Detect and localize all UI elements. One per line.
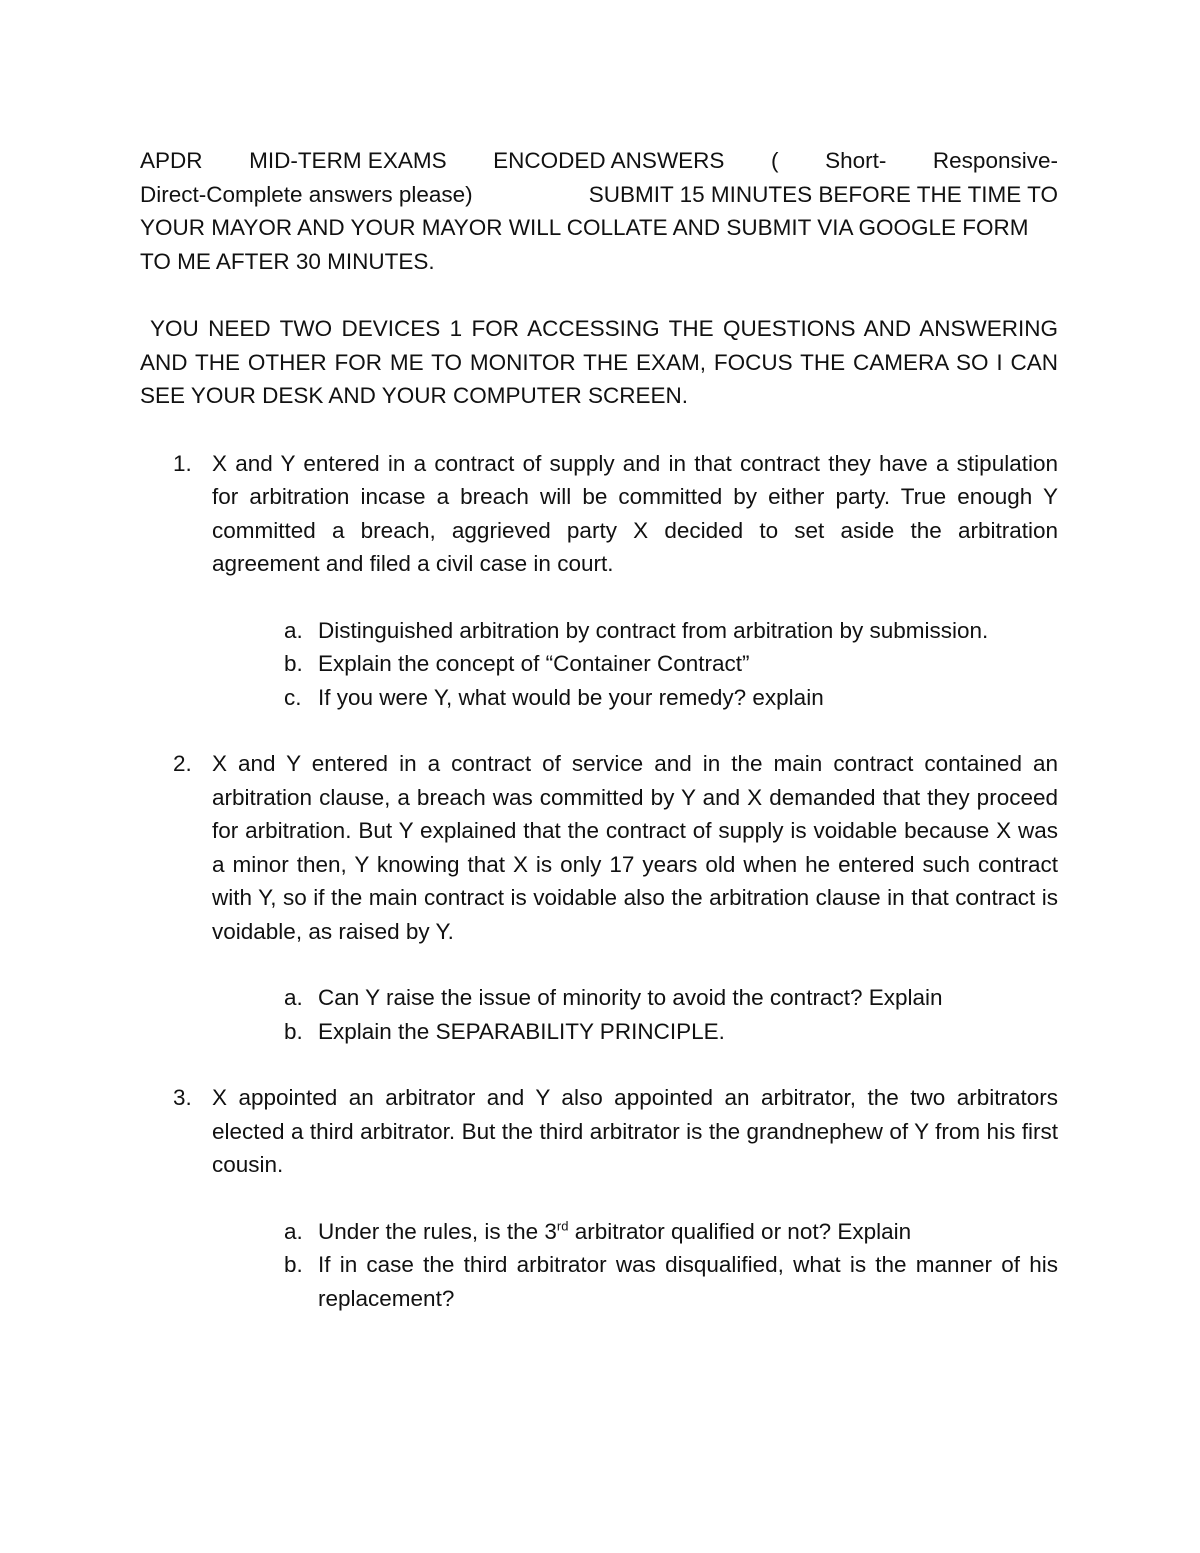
spacer	[140, 714, 1058, 747]
answer-style-note: Direct-Complete answers please)	[140, 181, 473, 207]
header-line-1	[140, 144, 1058, 178]
sub-question	[212, 1248, 1058, 1315]
sub-question-text	[318, 1215, 1058, 1249]
encoded-answers-label: ENCODED ANSWERS	[493, 148, 725, 173]
sub-question-text: If you were Y, what would be your remedy? explain	[318, 684, 824, 710]
document-page	[140, 144, 1058, 1315]
sub-question-text: If in case the third arbitrator was disqualified, what is the manner of his replacement?	[318, 1252, 1058, 1311]
question-1	[140, 447, 1058, 715]
question-2	[140, 747, 1058, 1048]
header-line-4: TO ME AFTER 30 MINUTES.	[140, 248, 435, 274]
sub-question-text: Explain the SEPARABILITY PRINCIPLE.	[318, 1018, 725, 1044]
header-line-3: YOUR MAYOR AND YOUR MAYOR WILL COLLATE AND SUBMIT VIA GOOGLE FORM	[140, 215, 1029, 240]
question-number: 1.	[173, 450, 192, 476]
responsive-label: Responsive-	[932, 148, 1058, 173]
device-instructions: YOU NEED TWO DEVICES 1 FOR ACCESSING THE QUESTIONS AND ANSWERING AND THE OTHER FOR ME TO MONITOR THE EXAM, FOCUS THE CAMERA SO I CAN SEE YOUR DESK AND YOUR COMPUTER SCREEN.	[140, 316, 1058, 408]
sub-question	[212, 647, 1058, 681]
question-3	[140, 1081, 1058, 1315]
paren-open: (	[771, 148, 779, 173]
question-number: 2.	[173, 751, 192, 776]
sub-question-list	[212, 981, 1058, 1048]
question-text: X and Y entered in a contract of supply and in that contract they have a stipulation for arbitration incase a breach will be committed by either party. True enough Y committed a breach, aggrieved party X decided to set aside the arbitration agreement and filed a civil case in court.	[212, 450, 1058, 576]
sub-question-letter: b.	[284, 1018, 303, 1044]
sub-question	[212, 981, 1058, 1015]
sub-question	[212, 1015, 1058, 1049]
sub-question-text-start: Under the rules, is the 3	[318, 1218, 557, 1244]
sub-question-list	[212, 614, 1058, 715]
header-line-2	[140, 178, 1058, 212]
sub-question-list	[212, 1215, 1058, 1316]
sub-question-letter: a.	[284, 985, 303, 1010]
spacer	[140, 1048, 1058, 1081]
course-code: APDR	[140, 148, 203, 173]
sub-question	[212, 1215, 1058, 1249]
question-list	[140, 447, 1058, 1316]
ordinal-suffix: rd	[556, 1218, 569, 1233]
question-text: X appointed an arbitrator and Y also appointed an arbitrator, the two arbitrators elected a third arbitrator. But the third arbitrator is the grandnephew of Y from his first cousin.	[212, 1085, 1058, 1177]
sub-question-letter: a.	[284, 617, 303, 643]
sub-question-letter: b.	[284, 1252, 303, 1277]
short-label: Short-	[825, 148, 887, 173]
sub-question-letter: b.	[284, 651, 303, 676]
sub-question-letter: a.	[284, 1218, 303, 1244]
sub-question-text: Distinguished arbitration by contract from arbitration by submission.	[318, 617, 989, 643]
sub-question	[212, 614, 1058, 648]
submit-deadline: SUBMIT 15 MINUTES BEFORE THE TIME TO	[588, 181, 1058, 207]
sub-question-letter: c.	[284, 684, 302, 710]
sub-question	[212, 681, 1058, 715]
exam-title: MID-TERM EXAMS	[249, 148, 447, 173]
exam-header	[140, 144, 1058, 278]
sub-question-text: Explain the concept of “Container Contract”	[318, 651, 750, 676]
sub-question-text: Can Y raise the issue of minority to avoid the contract? Explain	[318, 985, 943, 1010]
question-number: 3.	[173, 1085, 192, 1110]
sub-question-text-end: arbitrator qualified or not? Explain	[568, 1218, 912, 1244]
question-text: X and Y entered in a contract of service and in the main contract contained an arbitration clause, a breach was committed by Y and X demanded that they proceed for arbitration. But Y explained that the contract of supply is voidable because X was a minor then, Y knowing that X is only 17 years old when he entered such contract with Y, so if the main contract is voidable also the arbitration clause in that contract is voidable, as raised by Y.	[212, 751, 1058, 944]
